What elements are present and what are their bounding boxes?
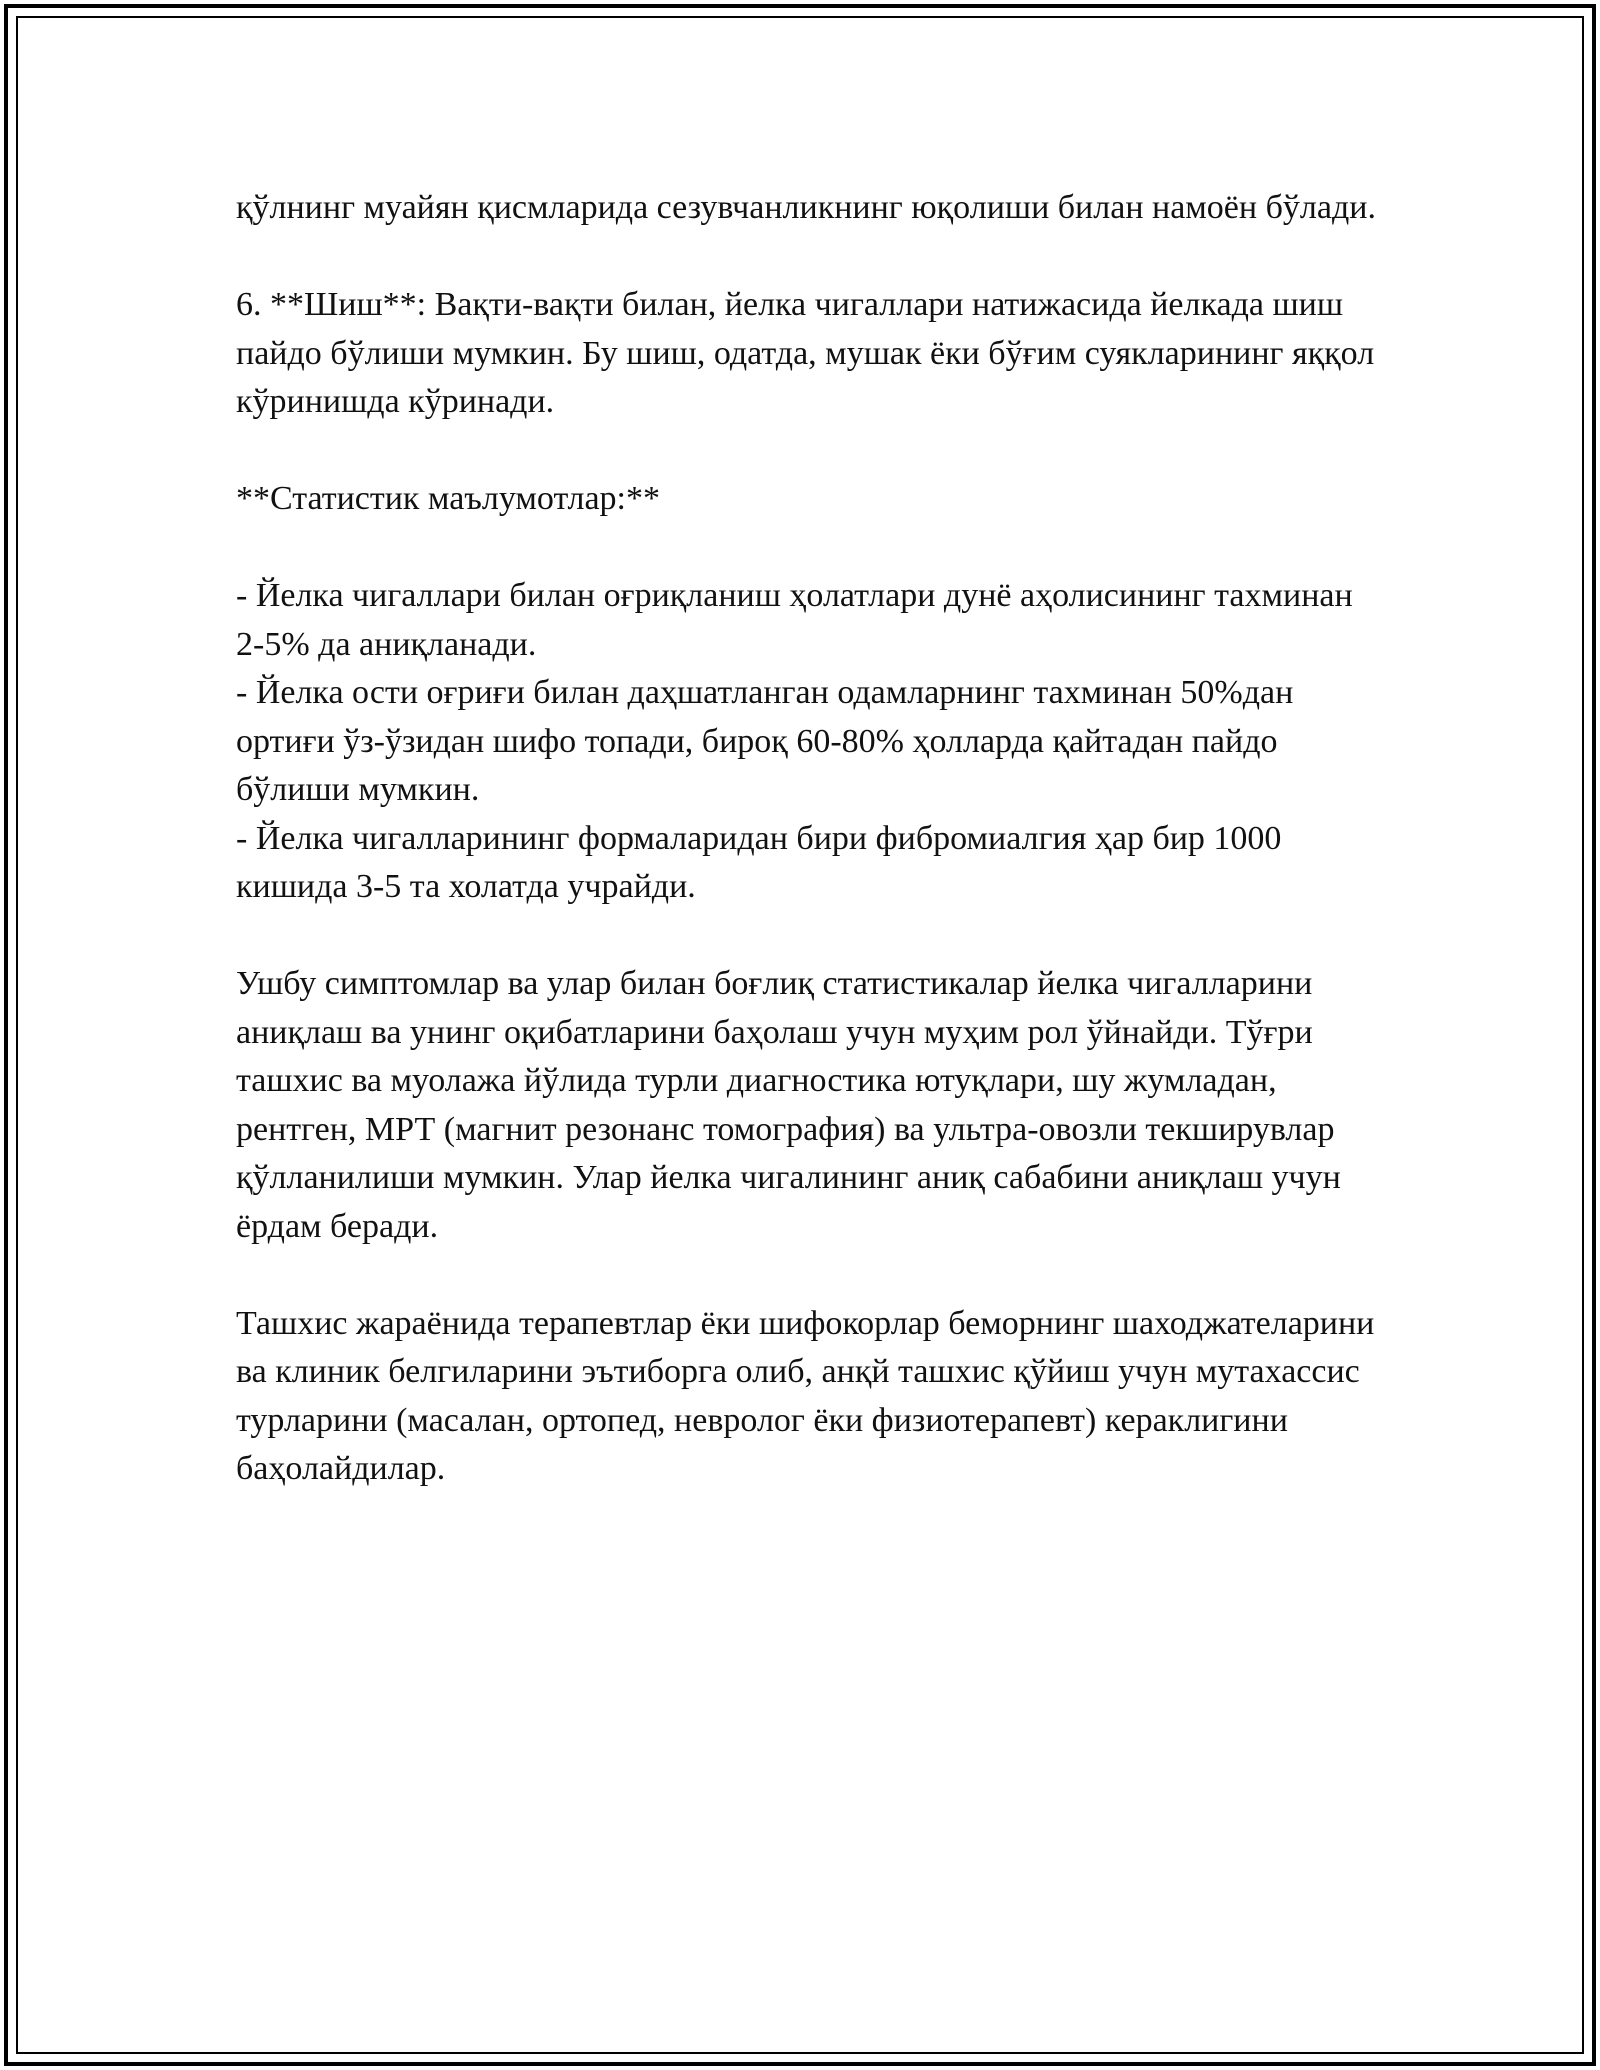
statistics-heading: **Статистик маълумотлар:** — [236, 480, 660, 517]
document-body — [236, 184, 1376, 1542]
paragraph-diagnosis-process: Ташхис жараёнида терапевтлар ёки шифокорлар беморнинг шаходжателарини ва клиник белгиларини эътиборга олиб, анқй ташхис қўйиш учун мутахассис турларини (масалан, ортопед, невролог ёки физиотерапевт) кераклигини баҳолайдилар. — [236, 1304, 1375, 1487]
list-item: - Йелка чигалларининг формаларидан бири фибромиалгия ҳар бир 1000 кишида 3-5 та холатда учрайди. — [236, 819, 1282, 905]
paragraph-sensitivity: қўлнинг муайян қисмларида сезувчанликнинг юқолиши билан намоён бўлади. — [236, 189, 1376, 226]
statistics-list — [236, 572, 1376, 912]
list-item: - Йелка чигаллари билан оғриқланиш ҳолатлари дунё аҳолисининг тахминан 2-5% да аниқланади. — [236, 577, 1353, 663]
paragraph-swelling: 6. **Шиш**: Вақти-вақти билан, йелка чигаллари натижасида йелкада шиш пайдо бўлиши мумкин. Бу шиш, одатда, мушак ёки бўғим суякларининг яққол кўринишда кўринади. — [236, 286, 1375, 420]
paragraph-diagnostics: Ушбу симптомлар ва улар билан боғлиқ статистикалар йелка чигалларини аниқлаш ва унинг оқибатларини баҳолаш учун муҳим рол ўйнайди. Тўғри ташхис ва муолажа йўлида турли диагностика ютуқлари, шу жумладан, рентген, МРТ (магнит резонанс томография) ва ультра-овозли текширувлар қўлланилиши мумкин. Улар йелка чигалининг аниқ сабабини аниқлаш учун ёрдам беради. — [236, 965, 1341, 1245]
list-item: - Йелка ости оғриғи билан даҳшатланган одамларнинг тахминан 50%дан ортиғи ўз-ўзидан шифо топади, бироқ 60-80% ҳолларда қайтадан пайдо бўлиши мумкин. — [236, 674, 1294, 808]
